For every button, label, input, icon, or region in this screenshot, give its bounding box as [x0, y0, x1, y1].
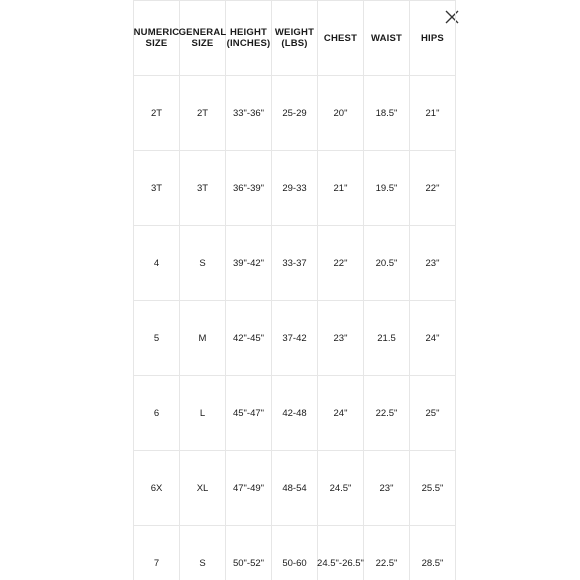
- header-label: GENERAL SIZE: [178, 27, 227, 49]
- cell-value: 23": [379, 482, 394, 494]
- table-row: [134, 526, 456, 580]
- cell-height: [226, 526, 272, 580]
- cell-hips: [410, 151, 456, 226]
- table-row: [134, 301, 456, 376]
- cell-weight: [272, 376, 318, 451]
- cell-hips: [410, 226, 456, 301]
- header-label: CHEST: [323, 32, 358, 44]
- cell-value: 25": [425, 407, 440, 419]
- cell-value: 39"-42": [232, 257, 265, 269]
- cell-weight: [272, 76, 318, 151]
- cell-value: 20": [333, 107, 348, 119]
- cell-value: XL: [196, 482, 209, 494]
- cell-value: 5: [153, 332, 160, 344]
- cell-value: 24.5"-26.5": [317, 558, 364, 569]
- cell-general-size: [180, 76, 226, 151]
- cell-weight: [272, 151, 318, 226]
- cell-hips: [410, 376, 456, 451]
- cell-numeric-size: [134, 526, 180, 580]
- cell-height: [226, 226, 272, 301]
- cell-value: 37-42: [282, 332, 307, 344]
- cell-value: 22.5": [375, 558, 398, 569]
- cell-value: 24": [425, 332, 440, 344]
- header-label: HIPS: [421, 32, 444, 44]
- cell-hips: [410, 301, 456, 376]
- cell-general-size: [180, 451, 226, 526]
- cell-waist: [364, 376, 410, 451]
- cell-value: 21": [333, 182, 348, 194]
- cell-value: 33"-36": [232, 107, 265, 119]
- cell-waist: [364, 451, 410, 526]
- cell-value: S: [199, 558, 206, 569]
- header-numeric-size: [134, 1, 180, 76]
- cell-value: 36"-39": [232, 182, 265, 194]
- cell-value: 18.5": [375, 107, 398, 119]
- cell-weight: [272, 226, 318, 301]
- cell-chest: [318, 301, 364, 376]
- cell-value: 6X: [150, 482, 163, 494]
- header-label: NUMERIC SIZE: [133, 27, 180, 49]
- cell-height: [226, 376, 272, 451]
- cell-hips: [410, 76, 456, 151]
- cell-value: 2T: [150, 107, 163, 119]
- cell-value: 28.5": [421, 558, 444, 569]
- header-general-size: [180, 1, 226, 76]
- cell-value: 3T: [150, 182, 163, 194]
- cell-chest: [318, 226, 364, 301]
- cell-numeric-size: [134, 151, 180, 226]
- cell-hips: [410, 526, 456, 580]
- cell-value: 29-33: [282, 182, 307, 194]
- header-waist: [364, 1, 410, 76]
- header-label: HEIGHT (INCHES): [226, 27, 271, 49]
- cell-weight: [272, 526, 318, 580]
- cell-height: [226, 451, 272, 526]
- cell-numeric-size: [134, 76, 180, 151]
- cell-value: 22.5": [375, 407, 398, 419]
- cell-waist: [364, 151, 410, 226]
- cell-height: [226, 301, 272, 376]
- cell-value: 20.5": [375, 257, 398, 269]
- cell-value: 33-37: [282, 257, 307, 269]
- cell-value: 45"-47": [232, 407, 265, 419]
- cell-value: 7: [153, 558, 160, 569]
- header-weight: [272, 1, 318, 76]
- cell-value: 50"-52": [232, 558, 265, 569]
- table-row: [134, 451, 456, 526]
- cell-numeric-size: [134, 451, 180, 526]
- cell-general-size: [180, 226, 226, 301]
- table-row: [134, 226, 456, 301]
- cell-value: S: [199, 257, 206, 269]
- cell-value: 24": [333, 407, 348, 419]
- cell-weight: [272, 301, 318, 376]
- cell-value: 3T: [196, 182, 209, 194]
- cell-waist: [364, 301, 410, 376]
- header-height: [226, 1, 272, 76]
- cell-value: 23": [333, 332, 348, 344]
- table-header-row: [134, 1, 456, 76]
- cell-hips: [410, 451, 456, 526]
- cell-value: 25-29: [282, 107, 307, 119]
- cell-value: 50-60: [282, 558, 307, 569]
- cell-height: [226, 76, 272, 151]
- cell-chest: [318, 526, 364, 580]
- table-body: [134, 76, 456, 580]
- cell-value: M: [198, 332, 207, 344]
- cell-general-size: [180, 301, 226, 376]
- cell-chest: [318, 151, 364, 226]
- cell-waist: [364, 526, 410, 580]
- cell-value: 22": [425, 182, 440, 194]
- cell-value: 42-48: [282, 407, 307, 419]
- cell-value: 2T: [196, 107, 209, 119]
- cell-value: 22": [333, 257, 348, 269]
- cell-value: 19.5": [375, 182, 398, 194]
- cell-value: 24.5": [329, 482, 352, 494]
- cell-general-size: [180, 526, 226, 580]
- size-chart-table: [133, 0, 456, 580]
- header-hips: [410, 1, 456, 76]
- header-label: WAIST: [370, 32, 403, 44]
- cell-waist: [364, 76, 410, 151]
- cell-waist: [364, 226, 410, 301]
- cell-value: 47"-49": [232, 482, 265, 494]
- cell-numeric-size: [134, 301, 180, 376]
- header-chest: [318, 1, 364, 76]
- table-row: [134, 76, 456, 151]
- cell-general-size: [180, 376, 226, 451]
- cell-value: 21.5: [377, 332, 396, 344]
- cell-general-size: [180, 151, 226, 226]
- cell-numeric-size: [134, 376, 180, 451]
- header-label: WEIGHT (LBS): [274, 27, 315, 49]
- cell-chest: [318, 451, 364, 526]
- table-row: [134, 151, 456, 226]
- cell-value: 48-54: [282, 482, 307, 494]
- cell-value: 4: [153, 257, 160, 269]
- cell-value: 23": [425, 257, 440, 269]
- cell-chest: [318, 376, 364, 451]
- cell-chest: [318, 76, 364, 151]
- cell-value: 6: [153, 407, 160, 419]
- cell-numeric-size: [134, 226, 180, 301]
- cell-value: 21": [425, 107, 440, 119]
- table-row: [134, 376, 456, 451]
- cell-value: 42"-45": [232, 332, 265, 344]
- cell-value: L: [199, 407, 206, 419]
- cell-weight: [272, 451, 318, 526]
- cell-height: [226, 151, 272, 226]
- cell-value: 25.5": [421, 482, 444, 494]
